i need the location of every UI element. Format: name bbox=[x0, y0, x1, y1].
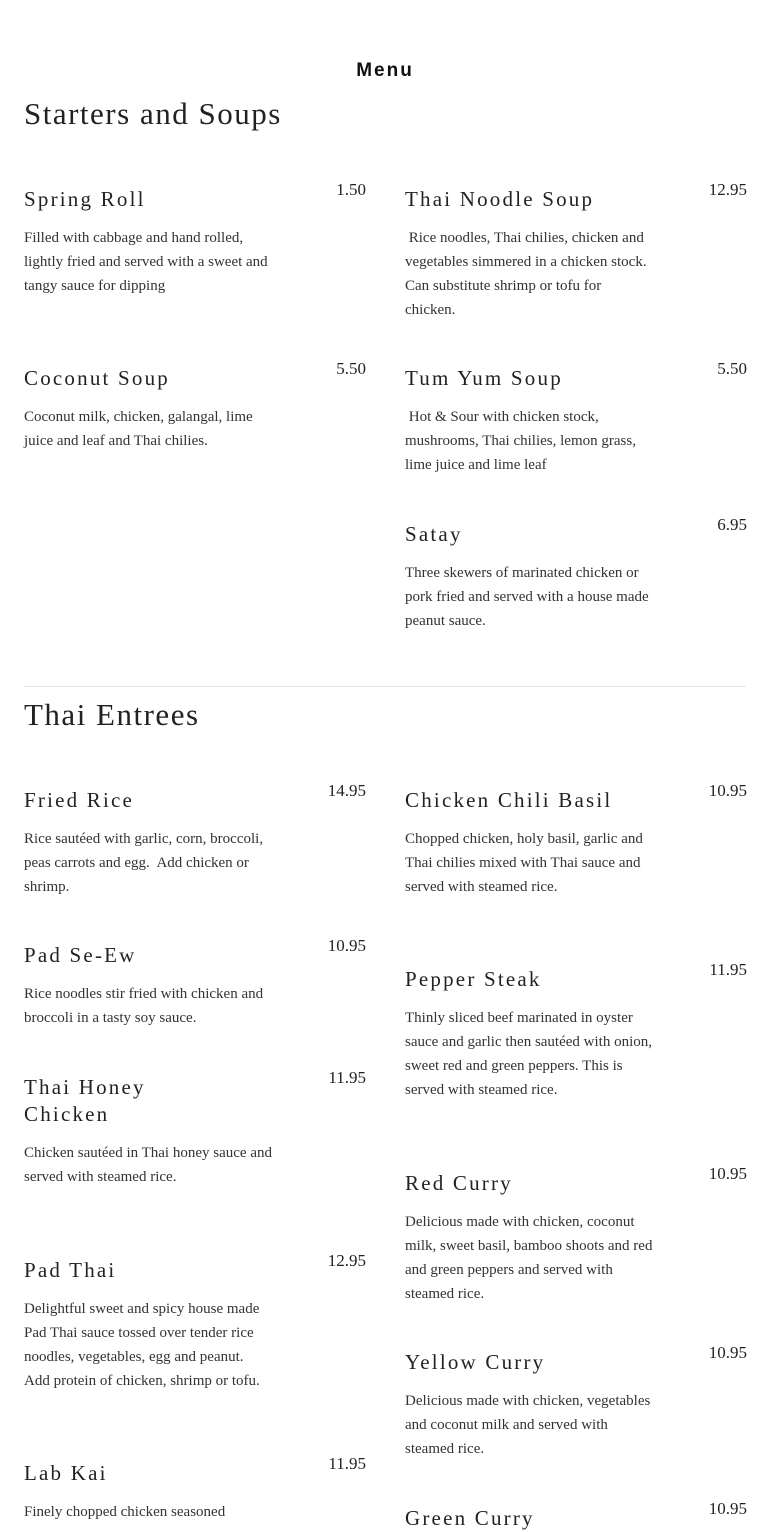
menu-item bbox=[24, 781, 366, 899]
item-name: Pad Se-Ew bbox=[24, 943, 137, 967]
item-name: Coconut Soup bbox=[24, 366, 170, 390]
item-name: Satay bbox=[405, 522, 463, 546]
item-description: Three skewers of marinated chicken or pork fried and served with a house made peanut sauce. bbox=[405, 565, 653, 629]
item-name: Pad Thai bbox=[24, 1258, 117, 1282]
item-price: 10.95 bbox=[327, 936, 366, 955]
section-title-entrees: Thai Entrees bbox=[24, 697, 200, 732]
item-name: Green Curry bbox=[405, 1506, 535, 1530]
item-price: 10.95 bbox=[708, 781, 747, 800]
item-price: 6.95 bbox=[717, 515, 747, 534]
menu-item bbox=[24, 1454, 366, 1524]
page-title: Menu bbox=[356, 60, 414, 81]
item-price: 12.95 bbox=[708, 180, 747, 199]
menu-item bbox=[405, 515, 747, 633]
menu-item bbox=[405, 960, 747, 1102]
item-description: Delicious made with chicken, vegetables and coconut milk and served with steamed rice. bbox=[405, 1393, 655, 1457]
item-description: Filled with cabbage and hand rolled, lightly fried and served with a sweet and tangy sauce for dipping bbox=[24, 230, 272, 294]
item-description: Finely chopped chicken seasoned bbox=[24, 1504, 226, 1520]
menu-item bbox=[24, 359, 366, 453]
menu-item bbox=[24, 180, 366, 298]
item-name: Pepper Steak bbox=[405, 967, 542, 991]
item-name: Thai Honey Chicken bbox=[24, 1075, 146, 1126]
item-description: Chicken sautéed in Thai honey sauce and served with steamed rice. bbox=[24, 1145, 276, 1185]
item-description: Delicious made with chicken, coconut milk, sweet basil, bamboo shoots and red and green peppers and served with steamed rice. bbox=[405, 1214, 657, 1302]
menu-item bbox=[405, 1164, 747, 1306]
item-price: 11.95 bbox=[328, 1068, 366, 1087]
item-name: Yellow Curry bbox=[405, 1350, 546, 1374]
item-name: Lab Kai bbox=[24, 1461, 108, 1485]
item-price: 12.95 bbox=[327, 1251, 366, 1270]
item-price: 10.95 bbox=[708, 1343, 747, 1362]
item-description: Thinly sliced beef marinated in oyster sauce and garlic then sautéed with onion, sweet red and green peppers. This is served with steamed rice. bbox=[405, 1010, 656, 1098]
item-name: Chicken Chili Basil bbox=[405, 788, 613, 812]
item-description: Rice noodles, Thai chilies, chicken and vegetables simmered in a chicken stock. Can substitute shrimp or tofu for chicken. bbox=[405, 230, 655, 318]
menu-item bbox=[405, 781, 747, 899]
item-description: Rice noodles stir fried with chicken and broccoli in a tasty soy sauce. bbox=[24, 986, 267, 1026]
menu-item bbox=[24, 1251, 366, 1393]
menu-item bbox=[24, 1068, 366, 1189]
menu-item bbox=[405, 359, 747, 477]
section-divider bbox=[24, 686, 746, 687]
item-price: 10.95 bbox=[708, 1164, 747, 1183]
item-price: 5.50 bbox=[717, 359, 747, 378]
menu-item bbox=[405, 1499, 747, 1532]
item-name: Tum Yum Soup bbox=[405, 366, 563, 390]
menu-item bbox=[24, 936, 366, 1030]
item-description: Hot & Sour with chicken stock, mushrooms, Thai chilies, lemon grass, lime juice and lime leaf bbox=[405, 409, 640, 473]
item-name: Thai Noodle Soup bbox=[405, 187, 595, 211]
item-price: 11.95 bbox=[328, 1454, 366, 1473]
item-price: 5.50 bbox=[336, 359, 366, 378]
item-name: Red Curry bbox=[405, 1171, 513, 1195]
item-price: 1.50 bbox=[336, 180, 366, 199]
item-name: Fried Rice bbox=[24, 788, 135, 812]
item-description: Coconut milk, chicken, galangal, lime juice and leaf and Thai chilies. bbox=[24, 409, 257, 449]
menu-item bbox=[405, 1343, 747, 1461]
menu-item bbox=[405, 180, 747, 322]
item-price: 11.95 bbox=[709, 960, 747, 979]
item-price: 10.95 bbox=[708, 1499, 747, 1518]
section-title-starters: Starters and Soups bbox=[24, 96, 282, 131]
item-description: Delightful sweet and spicy house made Pad Thai sauce tossed over tender rice noodles, vegetables, egg and peanut. Add protein of chicken, shrimp or tofu. bbox=[24, 1301, 264, 1389]
item-description: Rice sautéed with garlic, corn, broccoli, peas carrots and egg. Add chicken or shrimp. bbox=[24, 831, 267, 895]
item-name: Spring Roll bbox=[24, 187, 146, 211]
item-description: Chopped chicken, holy basil, garlic and Thai chilies mixed with Thai sauce and served with steamed rice. bbox=[405, 831, 647, 895]
item-price: 14.95 bbox=[327, 781, 366, 800]
